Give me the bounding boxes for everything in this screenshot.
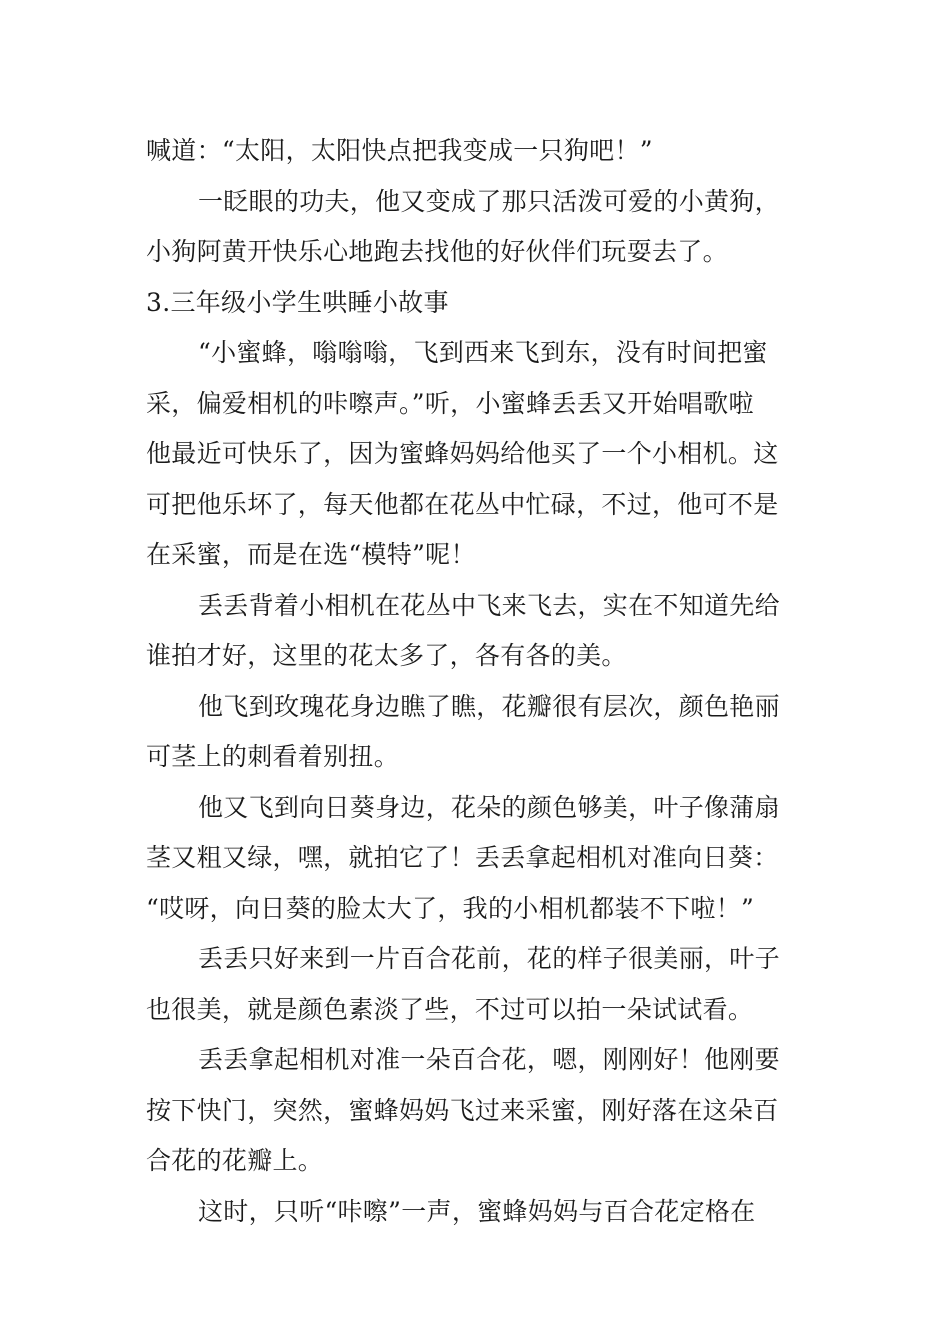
text-line: 谁拍才好，这里的花太多了，各有各的美。	[146, 641, 627, 670]
document-body	[146, 126, 814, 1237]
text-line: “哎呀，向日葵的脸太大了，我的小相机都装不下啦！”	[146, 893, 755, 923]
text-line: 在采蜜，而是在选“模特”呢！	[146, 540, 476, 569]
text-line: 他又飞到向日葵身边，花朵的颜色够美，叶子像蒲扇	[198, 792, 780, 822]
text-line: 丢丢只好来到一片百合花前，花的样子很美丽，叶子	[198, 944, 780, 973]
text-line: 可茎上的刺看着别扭。	[146, 742, 400, 771]
text-line: 合花的花瓣上。	[146, 1146, 324, 1175]
text-line: “小蜜蜂，嗡嗡嗡，飞到西来飞到东，没有时间把蜜	[198, 338, 768, 367]
text-line: 丢丢拿起相机对准一朵百合花，嗯，刚刚好！他刚要	[198, 1045, 780, 1074]
text-line: 他飞到玫瑰花身边瞧了瞧，花瓣很有层次，颜色艳丽	[198, 691, 780, 721]
text-line: 他最近可快乐了，因为蜜蜂妈妈给他买了一个小相机。这	[146, 439, 779, 468]
text-line: 也很美，就是颜色素淡了些，不过可以拍一朵试试看。	[146, 994, 754, 1024]
text-line: 这时，只听“咔嚓”一声，蜜蜂妈妈与百合花定格在	[198, 1196, 756, 1226]
text-line: 茎又粗又绿，嘿，就拍它了！丢丢拿起相机对准向日葵：	[146, 843, 779, 872]
text-line: 3.三年级小学生哄睡小故事	[146, 287, 449, 317]
text-line: 丢丢背着小相机在花丛中飞来飞去，实在不知道先给	[198, 590, 780, 620]
text-line: 喊道：“太阳，太阳快点把我变成一只狗吧！”	[146, 136, 653, 165]
text-line: 采，偏爱相机的咔嚓声。”听，小蜜蜂丢丢又开始唱歌啦	[146, 388, 754, 418]
text-line: 按下快门，突然，蜜蜂妈妈飞过来采蜜，刚好落在这朵百	[146, 1095, 779, 1125]
text-line: 可把他乐坏了，每天他都在花丛中忙碌，不过，他可不是	[146, 489, 779, 519]
text-line: 小狗阿黄开快乐心地跑去找他的好伙伴们玩耍去了。	[146, 237, 728, 266]
text-line: 一眨眼的功夫，他又变成了那只活泼可爱的小黄狗，	[198, 186, 780, 216]
